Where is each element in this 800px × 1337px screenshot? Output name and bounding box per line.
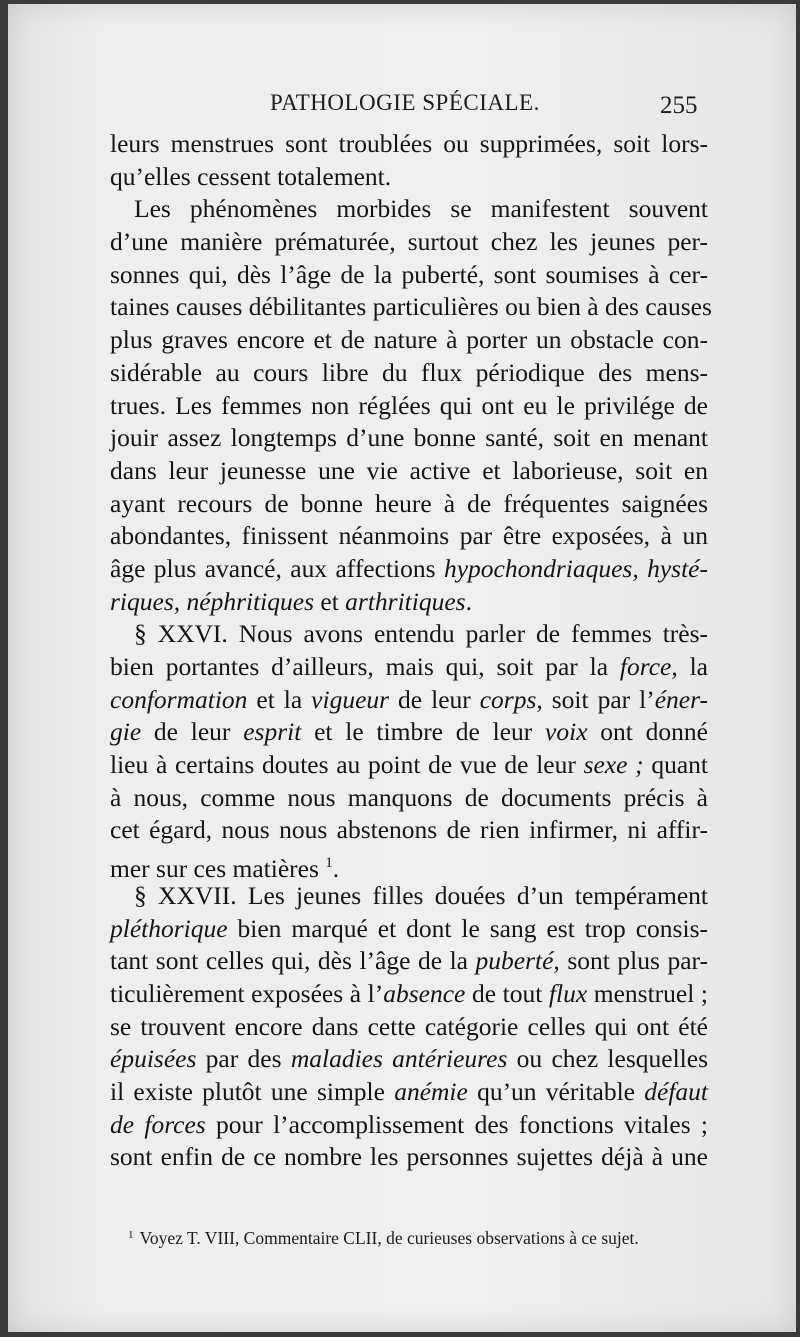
text-line: riques, néphritiques et arthritiques. — [110, 586, 472, 616]
text-line: pléthorique bien marqué et dont le sang est trop consis- — [110, 913, 708, 943]
text-line: sidérable au cours libre du flux périodique des mens- — [110, 357, 708, 387]
text-line: bien portantes d’ailleurs, mais qui, soit par la force, la — [110, 652, 708, 681]
text-line: de forces pour l’accomplissement des fonctions vitales ; — [110, 1109, 708, 1139]
text-line: cet égard, nous nous abstenons de rien infirmer, ni affir- — [110, 815, 708, 845]
book-page — [8, 4, 796, 1332]
text-line: tant sont celles qui, dès l’âge de la puberté, sont plus par- — [110, 946, 708, 976]
text-line: il existe plutôt une simple anémie qu’un véritable défaut — [110, 1076, 708, 1106]
text-line: jouir assez longtemps d’une bonne santé, soit en menant — [110, 423, 708, 453]
text-line: mer sur ces matières $^1$. — [110, 854, 340, 884]
text-line: âge plus avancé, aux affections hypochondriaques, hysté- — [110, 553, 708, 583]
footnote-reference: 1 — [325, 855, 333, 872]
text-line: qu’elles cessent totalement. — [110, 161, 392, 191]
text-line: sont enfin de ce nombre les personnes sujettes déjà à une — [110, 1142, 708, 1172]
text-line: conformation et la vigueur de leur corps, soit par l’éner- — [110, 684, 708, 714]
text-line: ticulièrement exposées à l’absence de tout flux menstruel ; — [110, 978, 708, 1008]
text-line: Les phénomènes morbides se manifestent souvent — [134, 194, 708, 224]
text-line: plus graves encore et de nature à porter un obstacle con- — [110, 325, 708, 355]
footnote — [128, 1228, 639, 1249]
footnote-mark: 1 — [128, 1229, 134, 1241]
text-line: dans leur jeunesse une vie active et laborieuse, soit en — [110, 455, 708, 485]
text-line: gie de leur esprit et le timbre de leur voix ont donné — [110, 717, 708, 747]
page-number: 255 — [660, 92, 698, 119]
text-line: § XXVII. Les jeunes filles douées d’un tempérament — [134, 880, 708, 910]
running-header: PATHOLOGIE SPÉCIALE. — [270, 90, 540, 115]
text-line: d’une manière prématurée, surtout chez les jeunes per- — [110, 227, 708, 257]
text-line: taines causes débilitantes particulières ou bien à des causes — [110, 292, 712, 322]
text-line: leurs menstrues sont troublées ou supprimées, soit lors- — [110, 129, 708, 158]
footnote-text: Voyez T. VIII, Commentaire CLII, de curieuses observations à ce sujet. — [139, 1228, 639, 1248]
text-line: abondantes, finissent néanmoins par être exposées, à un — [110, 521, 708, 551]
text-line: § XXVI. Nous avons entendu parler de femmes très- — [134, 619, 708, 649]
text-line: ayant recours de bonne heure à de fréquentes saignées — [110, 488, 708, 518]
text-line: à nous, comme nous manquons de documents précis à — [110, 782, 708, 812]
text-line: sonnes qui, dès l’âge de la puberté, sont soumises à cer- — [110, 259, 708, 289]
text-line: trues. Les femmes non réglées qui ont eu le privilége de — [110, 390, 708, 420]
text-line: lieu à certains doutes au point de vue de leur sexe ; quant — [110, 750, 708, 780]
body-text — [110, 128, 712, 1174]
text-line: se trouvent encore dans cette catégorie celles qui ont été — [110, 1011, 708, 1041]
text-line: épuisées par des maladies antérieures ou chez lesquelles — [110, 1044, 708, 1074]
